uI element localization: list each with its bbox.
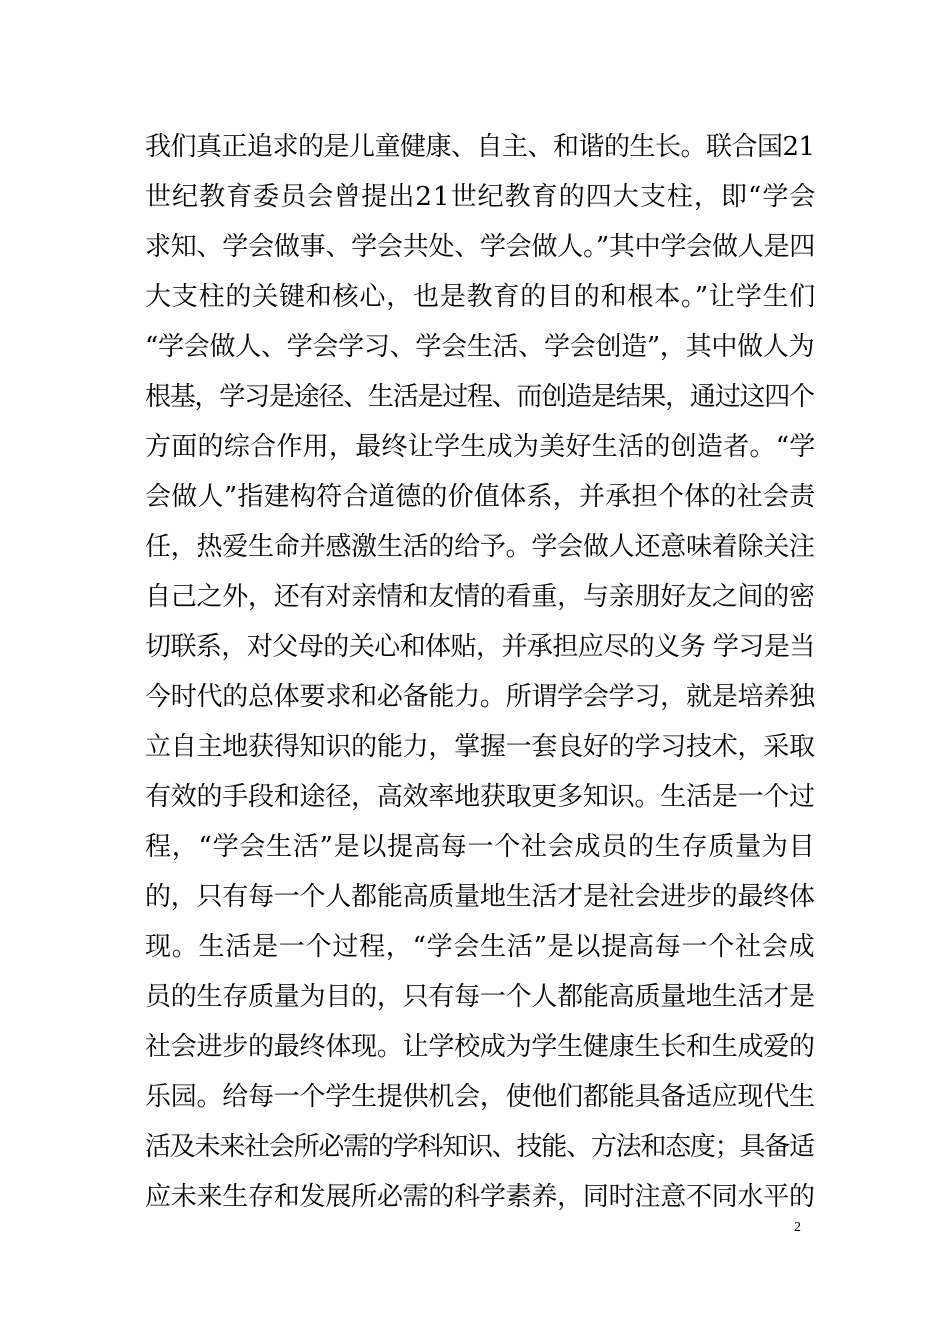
text-line: 员的生存质量为目的，只有每一个人都能高质量地生活才是 — [145, 982, 815, 1012]
text-line: 大支柱的关键和核心，也是教育的目的和根本。”让学生们 — [145, 282, 817, 312]
page-number: 2 — [794, 1220, 801, 1235]
text-line: 根基，学习是途径、生活是过程、而创造是结果，通过这四个 — [145, 382, 814, 412]
text-line: 现。生活是一个过程，“学会生活”是以提高每一个社会成 — [145, 932, 816, 962]
text-line: 自己之外，还有对亲情和友情的看重，与亲朋好友之间的密 — [145, 582, 815, 612]
text-line: 社会进步的最终体现。让学校成为学生健康生长和生成爱的 — [145, 1032, 815, 1062]
text-line: 今时代的总体要求和必备能力。所谓学会学习，就是培养独 — [145, 682, 815, 712]
text-line: 程，“学会生活”是以提高每一个社会成员的生存质量为目 — [145, 832, 816, 862]
text-line: 会做人”指建构符合道德的价值体系，并承担个体的社会责 — [145, 482, 816, 512]
text-line: 的，只有每一个人都能高质量地生活才是社会进步的最终体 — [145, 882, 815, 912]
text-line: 求知、学会做事、学会共处、学会做人。”其中学会做人是四 — [145, 232, 816, 262]
text-line: 立自主地获得知识的能力，掌握一套良好的学习技术，采取 — [145, 732, 815, 762]
text-line: 方面的综合作用，最终让学生成为美好生活的创造者。“学 — [145, 432, 816, 462]
text-line: 任，热爱生命并感激生活的给予。学会做人还意味着除关注 — [145, 532, 815, 562]
text-line: 应未来生存和发展所必需的科学素养，同时注意不同水平的 — [145, 1182, 815, 1212]
text-line: “学会做人、学会学习、学会生活、学会创造”，其中做人为 — [145, 332, 815, 362]
body-paragraph — [145, 122, 815, 1222]
text-line: 活及未来社会所必需的学科知识、技能、方法和态度；具备适 — [145, 1132, 814, 1162]
text-line: 乐园。给每一个学生提供机会，使他们都能具备适应现代生 — [145, 1082, 815, 1112]
text-line: 有效的手段和途径，高效率地获取更多知识。生活是一个过 — [145, 782, 815, 812]
text-line: 切联系，对父母的关心和体贴，并承担应尽的义务 学习是当 — [145, 632, 815, 662]
text-line: 我们真正追求的是儿童健康、自主、和谐的生长。联合国21 — [145, 132, 815, 162]
text-line: 世纪教育委员会曾提出21世纪教育的四大支柱，即“学会 — [145, 182, 817, 212]
